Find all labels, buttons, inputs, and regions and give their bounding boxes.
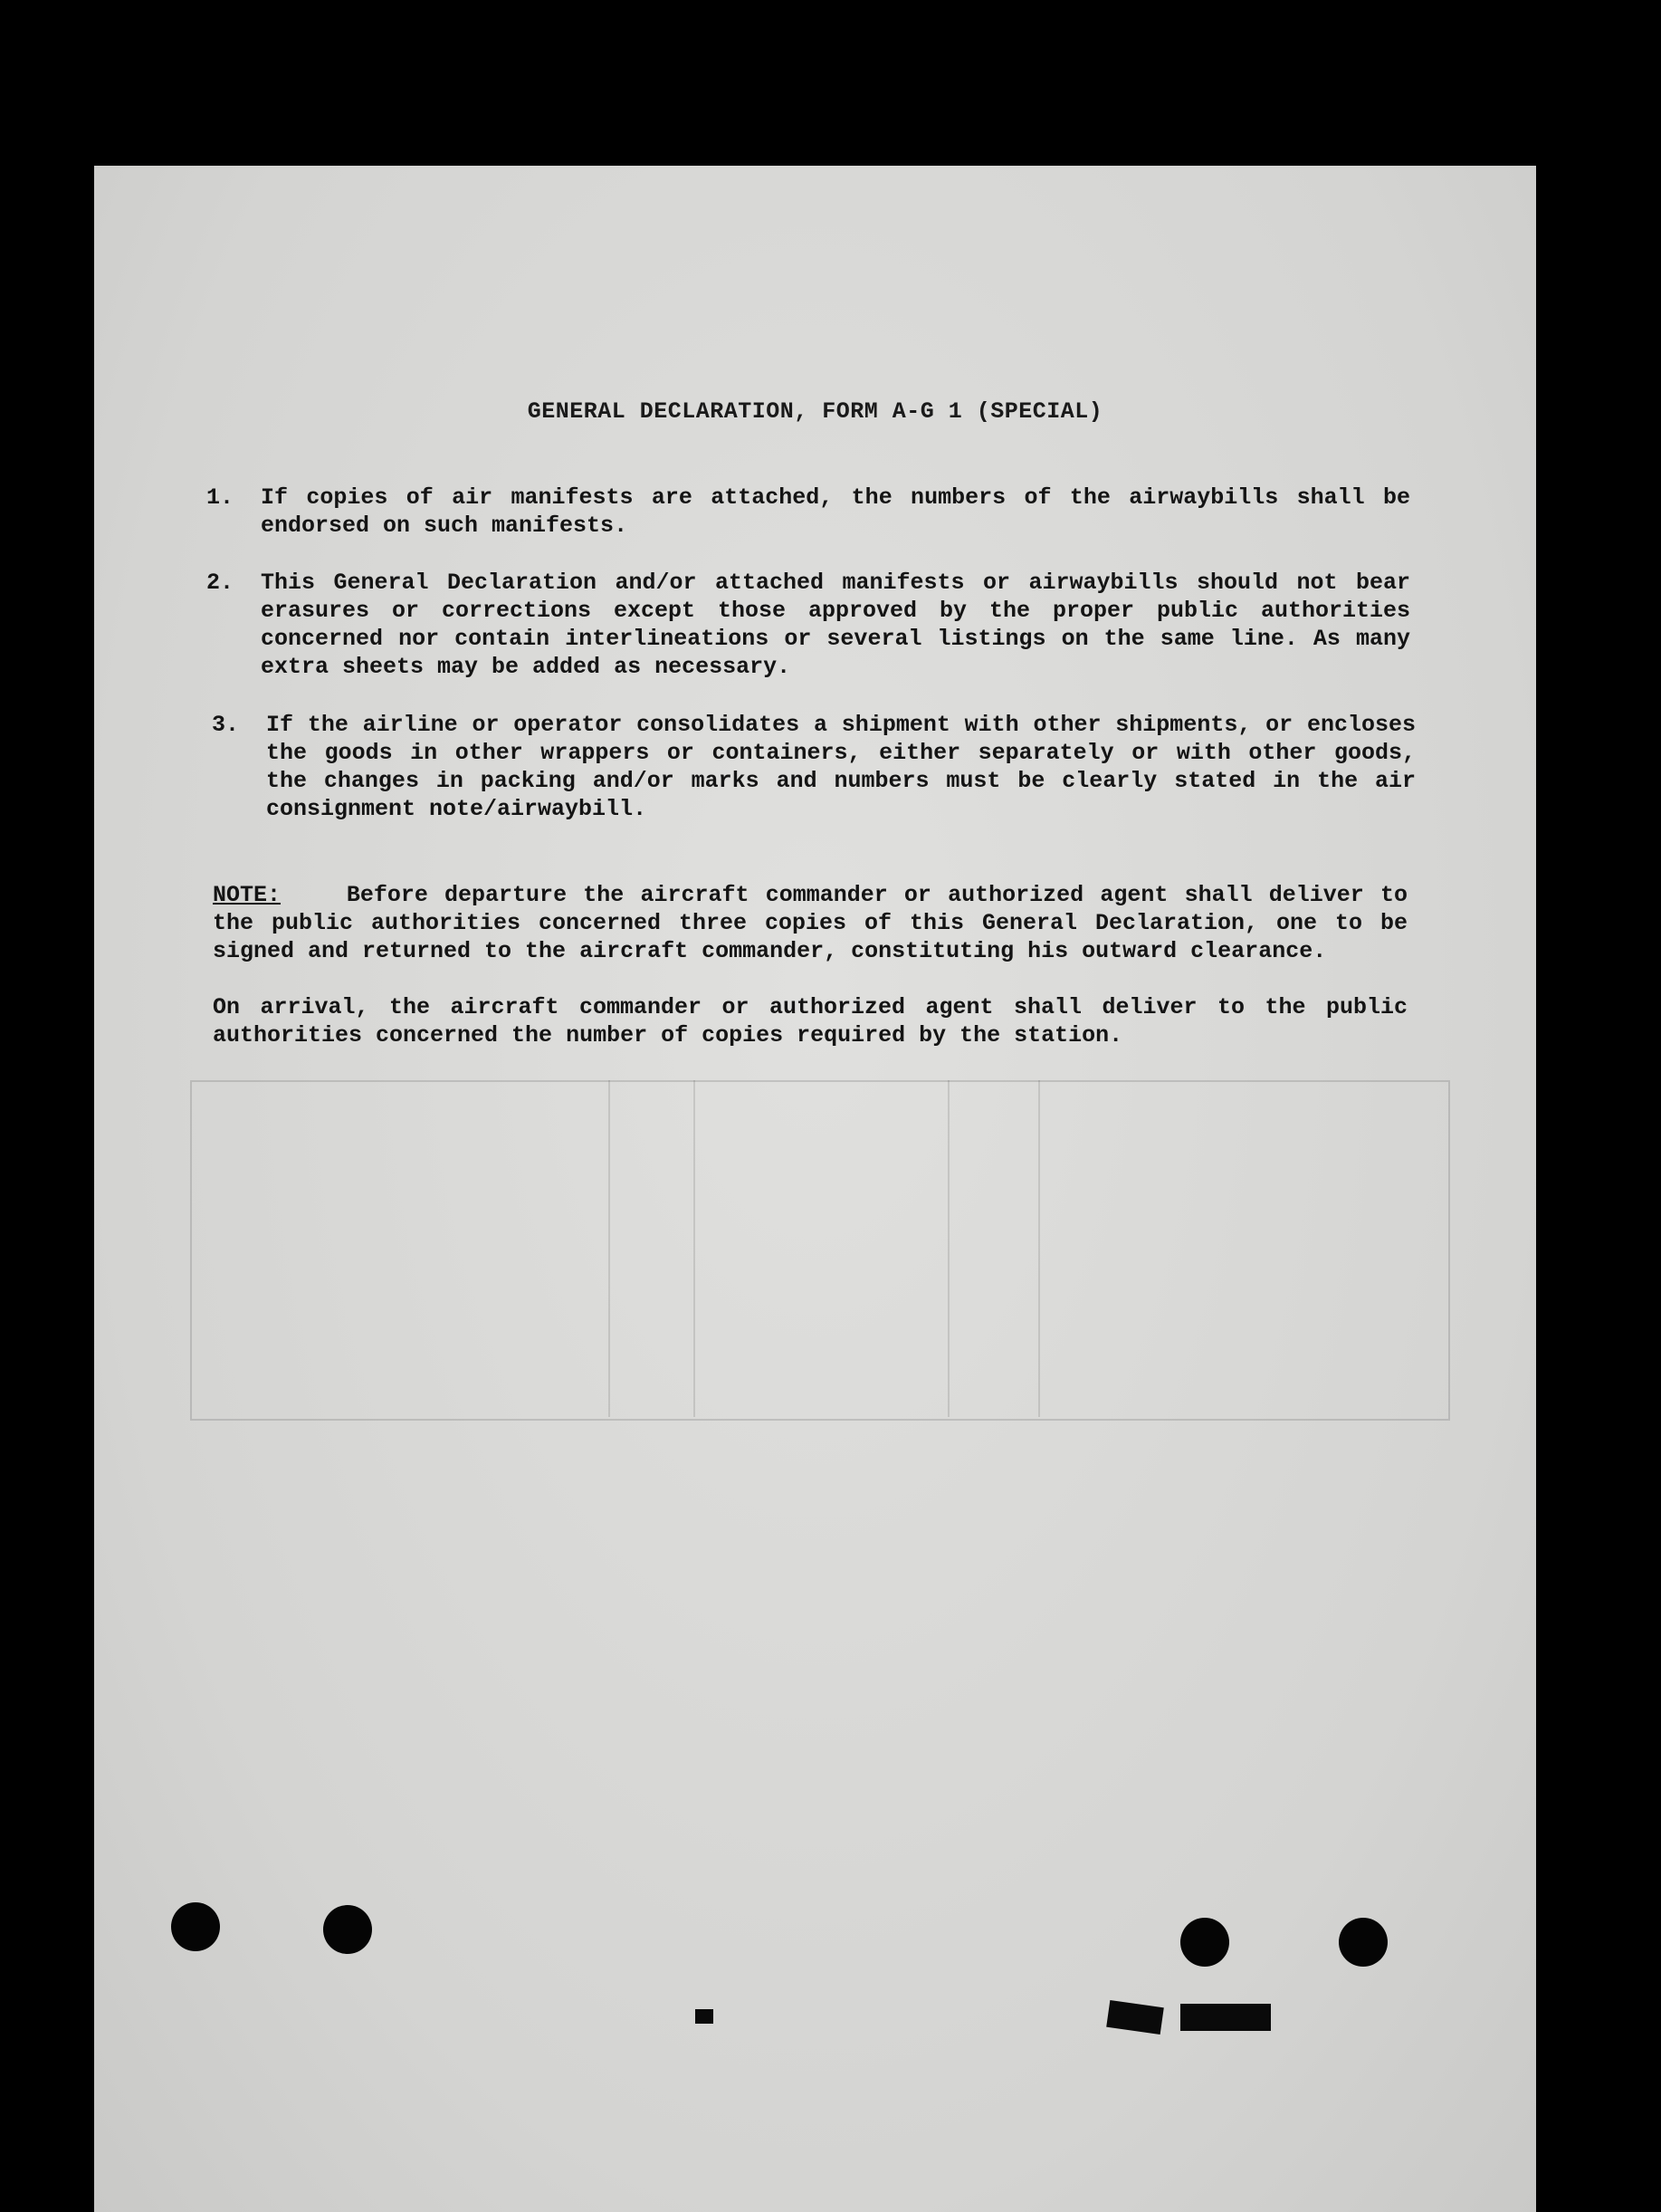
item-text: This General Declaration and/or attached manifests or airwaybills should not bear erasures or corrections except those approved by the proper public authorities concerned nor contain interlineations or several listings on the same line. As many extra sheets may be added as necessary. (261, 570, 1410, 680)
list-item (212, 711, 1416, 823)
item-number: 2. (206, 570, 234, 596)
bleed-through-heading (438, 215, 448, 252)
bleed-through-rule (1038, 1080, 1040, 1417)
list-item (206, 484, 1410, 540)
note-text: Before departure the aircraft commander or authorized agent shall deliver to the public authorities concerned three copies of this General Declaration, one to be signed and returned to the aircraft commander, constituting his outward clearance. (213, 882, 1408, 964)
punch-hole (1339, 1918, 1388, 1967)
note-label: NOTE: (213, 882, 282, 908)
item-number: 3. (212, 712, 240, 738)
torn-edge (1180, 2004, 1271, 2031)
note-paragraph (213, 881, 1408, 965)
item-text: If the airline or operator consolidates a shipment with other shipments, or encloses the goods in other wrappers or containers, either separately or with other goods, the changes in packing and/or marks and numbers must be clearly stated in the air consignment note/airwaybill. (266, 712, 1416, 822)
torn-edge (1106, 2000, 1164, 2035)
document-page (94, 166, 1536, 2212)
punch-hole (323, 1905, 372, 1954)
punch-hole (171, 1902, 220, 1951)
item-number: 1. (206, 484, 234, 511)
note-block (213, 881, 1408, 1077)
arrival-paragraph: On arrival, the aircraft commander or authorized agent shall deliver to the public authorities concerned the number of copies required by the station. (213, 994, 1408, 1049)
bleed-through-rule (608, 1080, 610, 1417)
torn-edge (695, 2009, 713, 2024)
page-title: GENERAL DECLARATION, FORM A-G 1 (SPECIAL) (527, 398, 1103, 425)
item-text: If copies of air manifests are attached, the numbers of the airwaybills shall be endorsed on such manifests. (261, 484, 1410, 539)
list-item (206, 569, 1410, 681)
bleed-through-table (190, 1080, 1450, 1421)
bleed-through-stamp (1088, 1412, 1100, 1450)
bleed-through-rule (948, 1080, 950, 1417)
punch-hole (1180, 1918, 1229, 1967)
bleed-through-rule (693, 1080, 695, 1417)
